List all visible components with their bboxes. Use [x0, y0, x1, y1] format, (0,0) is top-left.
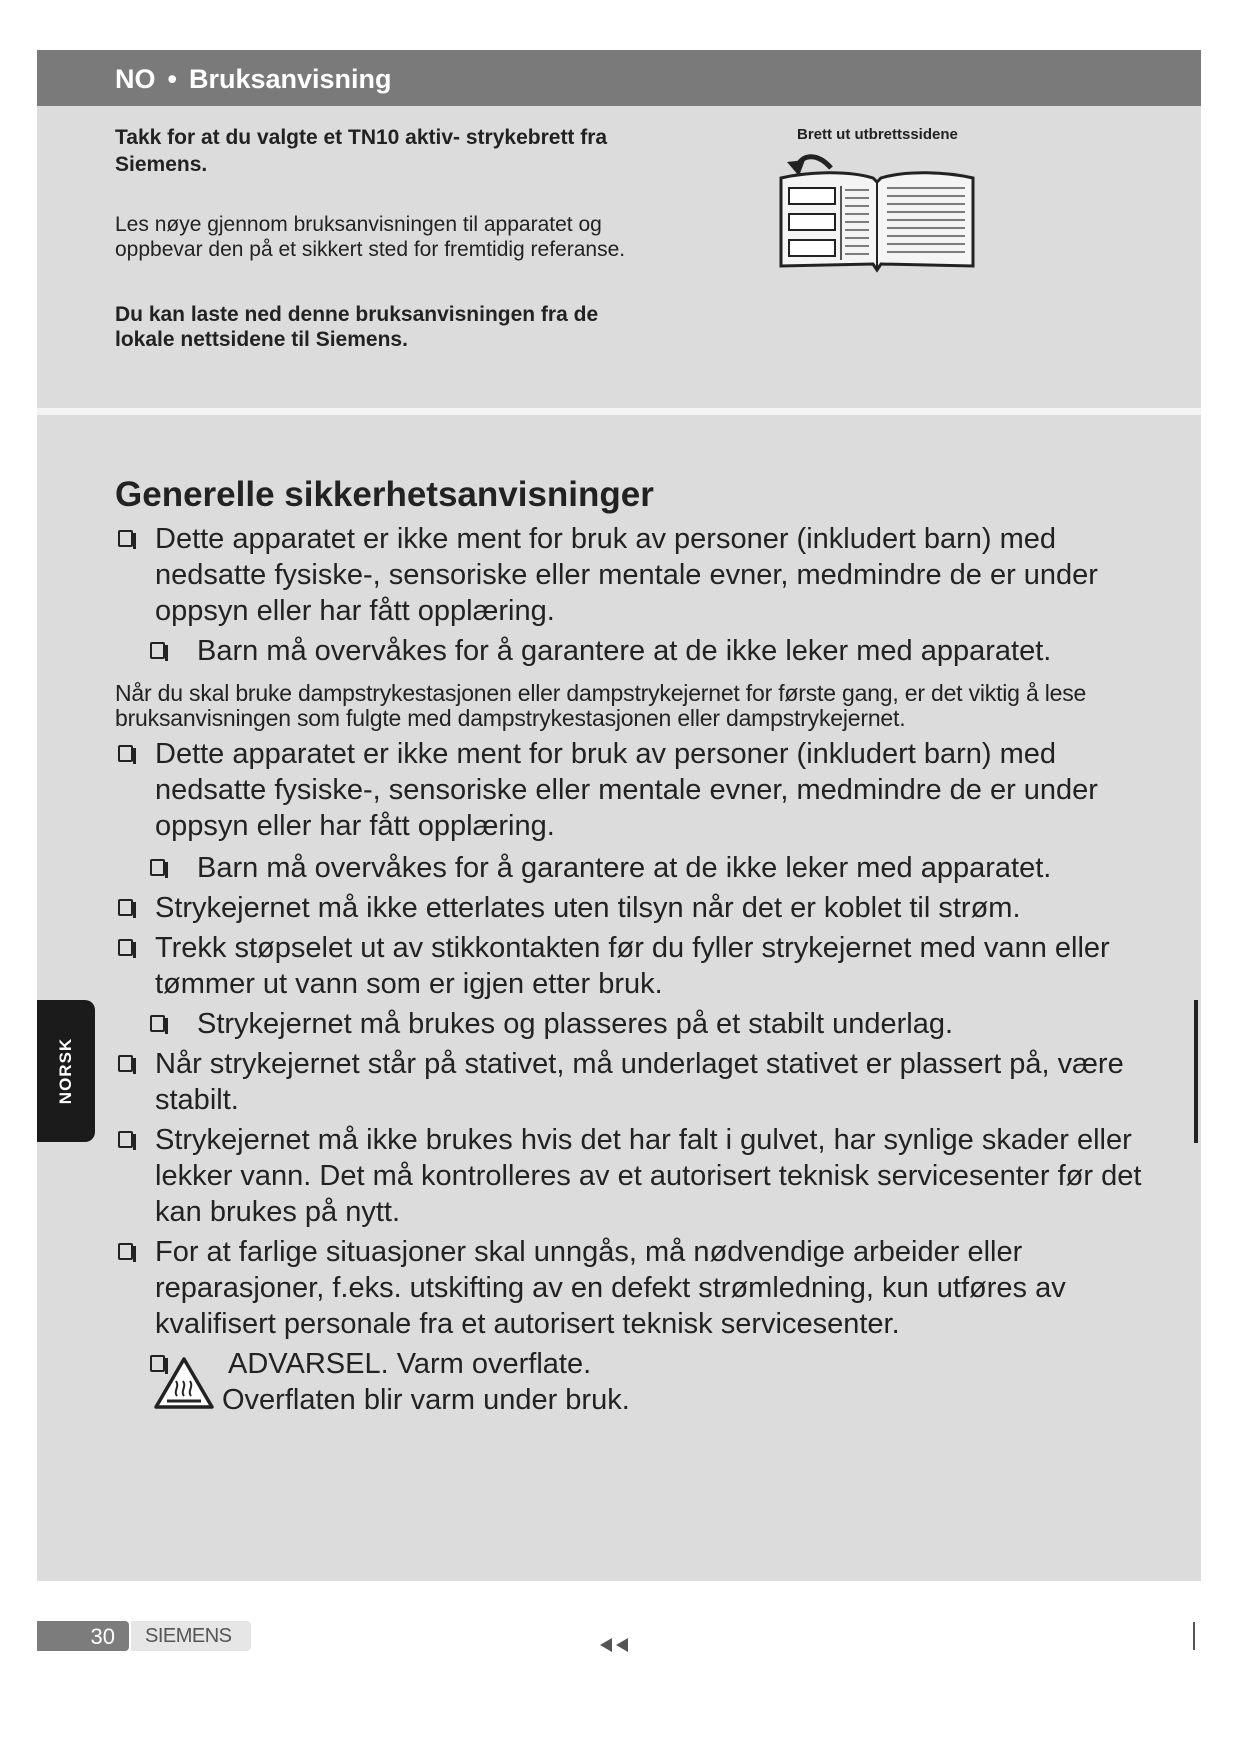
previous-page-arrows-icon[interactable]: [598, 1636, 634, 1654]
checkbox-bullet-icon: [118, 939, 133, 956]
checkbox-bullet-icon: [118, 745, 133, 762]
safety-item: [115, 521, 1155, 629]
language-side-tab: [37, 1000, 95, 1142]
first-use-note: Når du skal bruke dampstrykestasjonen eller dampstrykejernet for første gang, er det viktig å lese bruksanvisningen som fulgte med dampstrykestasjonen eller dampstrykejernet.: [115, 680, 1087, 731]
item-text: Dette apparatet er ikke ment for bruk av personer (inkludert barn) med nedsatte fysiske-, sensoriske eller mentale evner, medmindre de er under oppsyn eller har fått opplæring.: [155, 523, 1098, 627]
page-number: 30: [37, 1621, 129, 1651]
page-edge-marker: [1194, 1000, 1198, 1143]
safety-content: [115, 475, 1155, 1418]
intro-title: Takk for at du valgte et TN10 aktiv- strykebrett fra Siemens.: [115, 126, 608, 176]
intro-panel: [37, 106, 1201, 408]
footer-edge-tick: [1193, 1622, 1195, 1650]
safety-subitem: [115, 633, 1155, 669]
safety-item: [115, 930, 1155, 1002]
safety-panel: [37, 415, 1201, 1581]
item-text: Strykejernet må brukes og plasseres på et stabilt underlag.: [197, 1008, 954, 1040]
checkbox-bullet-icon: [118, 530, 133, 547]
safety-title: Generelle sikkerhetsanvisninger: [115, 475, 654, 514]
hot-surface-warning-icon: [153, 1356, 215, 1410]
header-title: Bruksanvisning: [188, 64, 392, 94]
checkbox-bullet-icon: [150, 859, 165, 876]
open-book-icon: [777, 148, 977, 278]
checkbox-bullet-icon: [150, 1015, 165, 1032]
safety-subitem: [115, 850, 1155, 886]
fold-out-label: Brett ut utbrettssidene: [797, 126, 958, 143]
item-text: For at farlige situasjoner skal unngås, må nødvendige arbeider eller reparasjoner, f.eks. utskifting av en defekt strømledning, kun utføres av kvalifisert personale fra et autorisert teknisk servicesenter.: [155, 1236, 1066, 1340]
safety-item: [115, 736, 1155, 844]
language-code: NO: [115, 64, 156, 94]
item-text: Strykejernet må ikke etterlates uten tilsyn når det er koblet til strøm.: [155, 892, 1021, 924]
intro-text: Les nøye gjennom bruksanvisningen til apparatet og oppbevar den på et sikkert sted for fremtidig referanse.: [115, 213, 626, 261]
safety-item: [115, 1046, 1155, 1118]
warning-text: Overflaten blir varm under bruk.: [222, 1384, 630, 1416]
brand-label: SIEMENS: [131, 1621, 251, 1651]
checkbox-bullet-icon: [118, 1055, 133, 1072]
item-text: Når strykejernet står på stativet, må underlaget stativet er plassert på, være stabilt.: [155, 1048, 1124, 1116]
hot-surface-warning: [115, 1346, 1155, 1418]
section-divider: [37, 408, 1201, 415]
safety-subitem: [115, 1006, 1155, 1042]
checkbox-bullet-icon: [118, 899, 133, 916]
side-tab-label: NORSK: [56, 1037, 75, 1105]
safety-item: [115, 1234, 1155, 1342]
checkbox-bullet-icon: [150, 642, 165, 659]
intro-download-note: Du kan laste ned denne bruksanvisningen fra de lokale nettsidene til Siemens.: [115, 303, 599, 351]
header-separator: •: [167, 64, 177, 94]
item-text: Dette apparatet er ikke ment for bruk av personer (inkludert barn) med nedsatte fysiske-, sensoriske eller mentale evner, medmindre de er under oppsyn eller har fått opplæring.: [155, 738, 1098, 842]
item-text: Barn må overvåkes for å garantere at de ikke leker med apparatet.: [197, 635, 1052, 667]
header-bar: [37, 50, 1201, 106]
safety-item: [115, 890, 1155, 926]
checkbox-bullet-icon: [118, 1131, 133, 1148]
item-text: Barn må overvåkes for å garantere at de ikke leker med apparatet.: [197, 852, 1052, 884]
checkbox-bullet-icon: [118, 1243, 133, 1260]
item-text: Trekk støpselet ut av stikkontakten før du fyller strykejernet med vann eller tømmer ut vann som er igjen etter bruk.: [155, 932, 1110, 1000]
safety-item: [115, 1122, 1155, 1230]
warning-title: ADVARSEL. Varm overflate.: [228, 1348, 592, 1380]
item-text: Strykejernet må ikke brukes hvis det har falt i gulvet, har synlige skader eller lekker vann. Det må kontrolleres av et autorisert teknisk servicesenter før det kan brukes på nytt.: [155, 1124, 1142, 1228]
